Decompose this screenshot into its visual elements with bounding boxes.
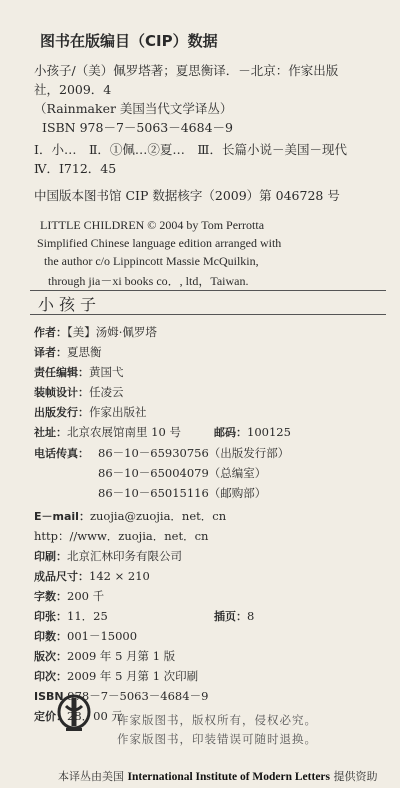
phone-row bbox=[34, 445, 89, 461]
phone-label: 电话传真： bbox=[34, 447, 89, 460]
designer-row bbox=[34, 384, 124, 400]
postcode-label: 邮码： bbox=[214, 426, 247, 439]
author-value: 【美】汤姆·佩罗塔 bbox=[67, 325, 157, 339]
words-value: 200 千 bbox=[67, 589, 105, 603]
copies-value: 001－15000 bbox=[67, 629, 138, 643]
editor-label: 责任编辑： bbox=[34, 366, 89, 379]
size-value: 142 × 210 bbox=[89, 569, 150, 583]
copyright-line-2: Simplified Chinese language edition arranged with bbox=[37, 236, 282, 250]
cip-title: 图书在版编目（CIP）数据 bbox=[40, 32, 218, 50]
cip-line-5: Ⅰ．小… Ⅱ．①佩…②夏… Ⅲ．长篇小说－美国－现代 bbox=[34, 142, 347, 157]
words-label: 字数： bbox=[34, 590, 67, 603]
translator-label: 译者： bbox=[34, 346, 67, 359]
cip-data-number: 中国版本图书馆 CIP 数据核字（2009）第 046728 号 bbox=[34, 188, 340, 203]
email-value: zuojia@zuojia．net．cn bbox=[89, 509, 227, 523]
return-notice: 作家版图书，印装错误可随时退换。 bbox=[117, 732, 317, 746]
cip-line-1: 小孩子/（美）佩罗塔著；夏思衡译．－北京：作家出版 bbox=[34, 63, 339, 78]
website: http：//www．zuojia．net．cn bbox=[34, 529, 209, 543]
divider-top bbox=[30, 290, 386, 291]
words-row bbox=[34, 588, 104, 604]
copies-row bbox=[34, 628, 137, 644]
cip-line-6: Ⅳ．I712．45 bbox=[34, 161, 117, 176]
address-value: 北京农展馆南里 10 号 bbox=[67, 425, 181, 439]
isbn-value: 978－7－5063－4684－9 bbox=[67, 689, 209, 703]
edition-label: 版次： bbox=[34, 650, 67, 663]
sponsor-org: International Institute of Modern Letters bbox=[127, 771, 331, 783]
copies-label: 印数： bbox=[34, 630, 67, 643]
printing-row bbox=[34, 668, 198, 684]
designer-label: 装帧设计： bbox=[34, 386, 89, 399]
sheets-row bbox=[34, 608, 108, 624]
size-label: 成品尺寸： bbox=[34, 570, 89, 583]
publisher-logo-icon bbox=[56, 694, 92, 734]
sponsor-pre: 本译丛由美国 bbox=[58, 770, 124, 783]
printing-value: 2009 年 5 月第 1 次印刷 bbox=[67, 669, 199, 683]
publisher-value: 作家出版社 bbox=[89, 405, 147, 419]
copyright-notice: 作家版图书，版权所有，侵权必究。 bbox=[117, 713, 317, 727]
copyright-line-3: the author c/o Lippincott Massie McQuilkin, bbox=[44, 254, 259, 268]
sponsor-post: 提供资助 bbox=[333, 770, 378, 783]
email-row bbox=[34, 508, 226, 524]
address-row bbox=[34, 424, 181, 440]
cip-line-4: ISBN 978－7－5063－4684－9 bbox=[42, 120, 233, 135]
printer-label: 印刷： bbox=[34, 550, 67, 563]
divider-bottom bbox=[30, 314, 386, 315]
editor-value: 黄国弋 bbox=[89, 365, 124, 379]
editor-row bbox=[34, 364, 124, 380]
sheets-label: 印张： bbox=[34, 610, 67, 623]
printer-value: 北京汇林印务有限公司 bbox=[67, 549, 182, 563]
address-label: 社址： bbox=[34, 426, 67, 439]
plates-value: 8 bbox=[247, 609, 255, 623]
size-row bbox=[34, 568, 150, 584]
sponsor-line bbox=[58, 768, 378, 784]
printer-row bbox=[34, 548, 182, 564]
printing-label: 印次： bbox=[34, 670, 67, 683]
author-label: 作者： bbox=[34, 326, 67, 339]
price-label: 定价： bbox=[34, 710, 67, 723]
email-label: E－mail： bbox=[34, 510, 90, 523]
plates-row bbox=[214, 608, 254, 624]
postcode-row bbox=[214, 424, 291, 440]
cip-line-2: 社，2009．4 bbox=[34, 82, 112, 97]
publisher-label: 出版发行： bbox=[34, 406, 89, 419]
price-value: 28．00 元 bbox=[67, 709, 123, 723]
cip-line-3: （Rainmaker 美国当代文学译丛） bbox=[34, 101, 233, 116]
phone-1: 86－10－65930756（出版发行部） bbox=[98, 446, 290, 460]
copyright-line-4: through jia－xi books co．, ltd，Taiwan. bbox=[48, 274, 249, 288]
book-title: 小孩子 bbox=[38, 295, 102, 314]
translator-row bbox=[34, 344, 102, 360]
designer-value: 任凌云 bbox=[89, 385, 124, 399]
author-row bbox=[34, 324, 157, 340]
edition-value: 2009 年 5 月第 1 版 bbox=[67, 649, 176, 663]
phone-3: 86－10－65015116（邮购部） bbox=[98, 486, 267, 500]
plates-label: 插页： bbox=[214, 610, 247, 623]
translator-value: 夏思衡 bbox=[67, 345, 102, 359]
sheets-value: 11．25 bbox=[67, 609, 108, 623]
copyright-line-1: LITTLE CHILDREN © 2004 by Tom Perrotta bbox=[40, 218, 265, 232]
phone-2: 86－10－65004079（总编室） bbox=[98, 466, 267, 480]
edition-row bbox=[34, 648, 175, 664]
isbn-label: ISBN bbox=[34, 690, 64, 703]
postcode-value: 100125 bbox=[247, 425, 291, 439]
publisher-row bbox=[34, 404, 147, 420]
